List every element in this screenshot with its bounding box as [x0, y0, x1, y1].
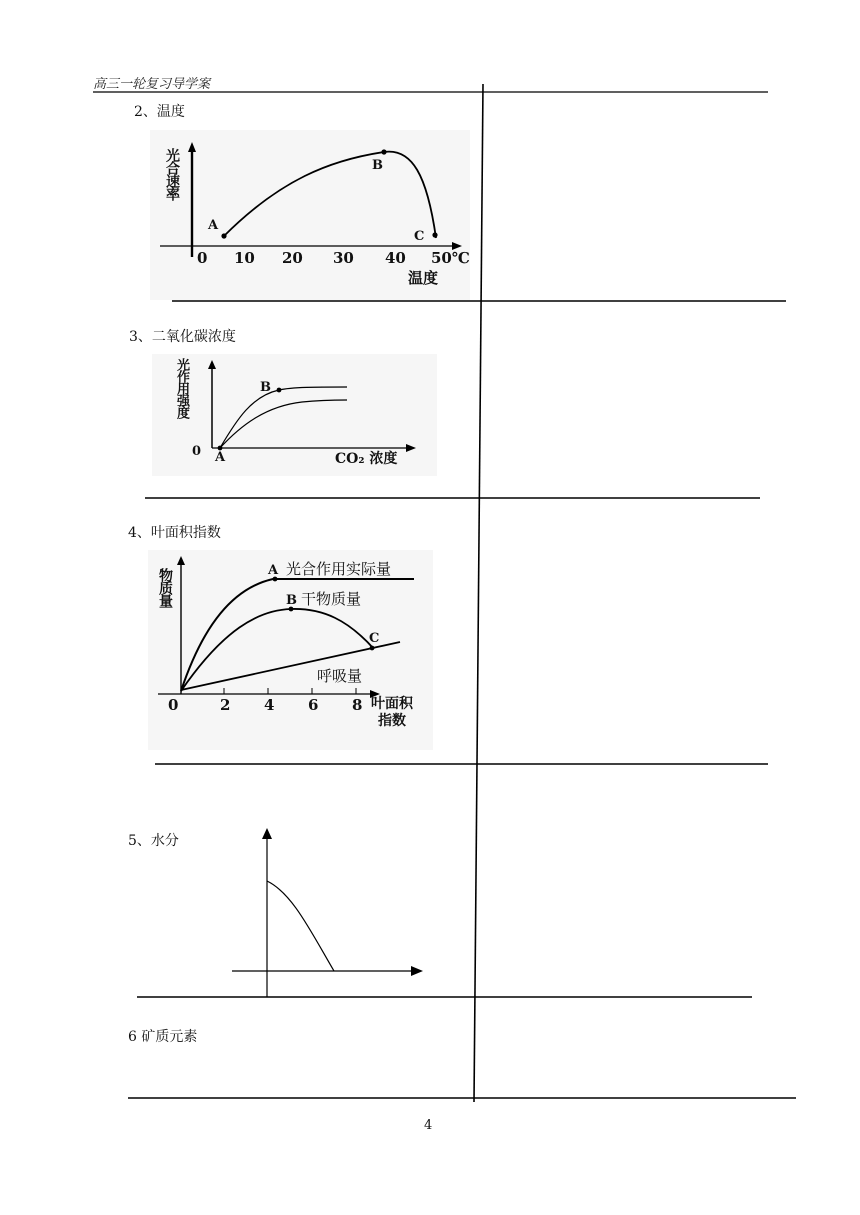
origin-label: 0	[192, 444, 202, 459]
section-label-co2: 3、二氧化碳浓度	[129, 329, 236, 345]
curve-label-dry-matter: 干物质量	[301, 590, 362, 608]
point-label-b: B	[286, 593, 297, 608]
temperature-figure	[150, 130, 470, 300]
leaf-area-figure	[148, 550, 433, 750]
curve-label-respiration: 呼吸量	[317, 667, 363, 685]
point-label-b: B	[372, 158, 383, 173]
y-axis-label: 物质量	[157, 568, 173, 607]
tick-label: 2	[220, 696, 231, 714]
page-number: 4	[424, 1118, 433, 1133]
point-label-c: C	[414, 229, 425, 244]
page-header: 高三一轮复习导学案	[93, 77, 211, 92]
section-label-minerals: 6 矿质元素	[128, 1029, 198, 1045]
tick-label: 0	[197, 249, 208, 267]
x-axis-label: CO₂ 浓度	[335, 451, 398, 467]
tick-label: 6	[308, 696, 319, 714]
column-divider	[474, 84, 483, 1102]
point-label-a: A	[215, 450, 226, 465]
section-label-leaf-area: 4、叶面积指数	[128, 525, 221, 541]
tick-label: 10	[234, 249, 255, 267]
tick-label: 40	[385, 249, 406, 267]
point-label-b: B	[260, 380, 271, 395]
tick-label: 0	[168, 696, 179, 714]
point-label-a: A	[268, 563, 279, 578]
y-axis-label: 光作用强度	[174, 358, 189, 418]
tick-label: 20	[282, 249, 303, 267]
curve-label-photosynthesis: 光合作用实际量	[286, 560, 392, 578]
section-label-water: 5、水分	[128, 833, 179, 849]
x-axis-label: 叶面积指数	[371, 696, 413, 729]
tick-label: 30	[333, 249, 354, 267]
tick-label: 4	[264, 696, 275, 714]
tick-label: 8	[352, 696, 363, 714]
water-figure	[220, 820, 435, 1000]
tick-label: 50℃	[431, 249, 470, 267]
x-axis-label: 温度	[408, 269, 439, 287]
point-label-c: C	[369, 631, 380, 646]
y-axis-label: 光合速率	[164, 148, 180, 200]
section-label-temperature: 2、温度	[134, 104, 185, 120]
co2-figure	[152, 354, 437, 476]
point-label-a: A	[208, 218, 219, 233]
